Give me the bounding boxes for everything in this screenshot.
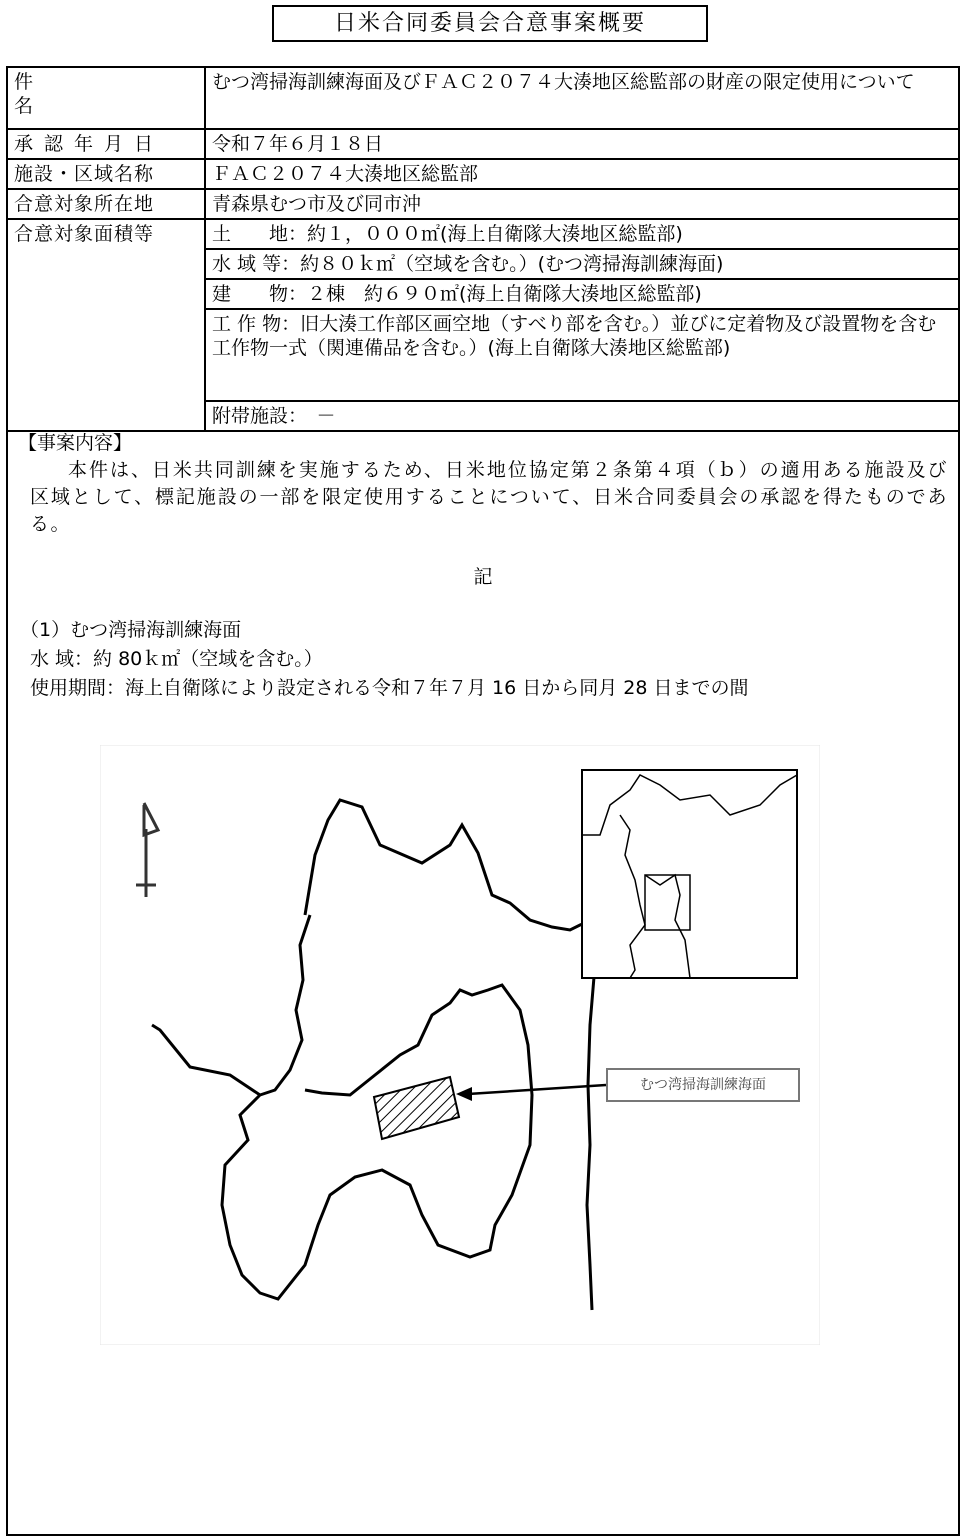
facility-value: ＦＡＣ２０７４大湊地区総監部	[205, 159, 959, 189]
subject-label-text: 件名	[14, 71, 156, 117]
facility-label: 施設・区域名称	[7, 159, 205, 189]
table-row	[7, 219, 959, 249]
area-building: 建 物：２棟 約６９０㎡(海上自衛隊大湊地区総監部)	[205, 279, 959, 309]
location-map	[100, 745, 820, 1345]
location-value: 青森県むつ市及び同市沖	[205, 189, 959, 219]
area-land: 土 地：約１，０００㎡(海上自衛隊大湊地区総監部)	[205, 219, 959, 249]
page-title: 日米合同委員会合意事案概要	[272, 5, 708, 42]
item-period: 使用期間：海上自衛隊により設定される令和７年７月 16 日から同月 28 日までの間	[30, 677, 749, 699]
table-row	[7, 129, 959, 159]
content-body: 本件は、日米共同訓練を実施するため、日米地位協定第２条第４項（ｂ）の適用ある施設及び区域として、標記施設の一部を限定使用することについて、日米合同委員会の承認を得たものである。	[30, 459, 948, 535]
approval-label: 承認年月日	[7, 129, 205, 159]
map-label: むつ湾掃海訓練海面	[606, 1068, 800, 1102]
area-label: 合意対象面積等	[7, 219, 205, 431]
area-structure: 工 作 物：旧大湊工作部区画空地（すべり部を含む。）並びに定着物及び設置物を含む工作物一式（関連備品を含む。）(海上自衛隊大湊地区総監部)	[205, 309, 959, 401]
location-label: 合意対象所在地	[7, 189, 205, 219]
ki-marker: 記	[473, 566, 493, 588]
subject-value: むつ湾掃海訓練海面及びＦＡＣ２０７４大湊地区総監部の財産の限定使用について	[205, 67, 959, 129]
summary-table	[6, 66, 960, 432]
inset-map	[582, 770, 797, 978]
subject-label	[7, 67, 205, 129]
table-row	[7, 189, 959, 219]
item-water: 水 域：約 80ｋ㎡（空域を含む。）	[30, 648, 323, 670]
table-row	[7, 67, 959, 129]
content-heading: 【事案内容】	[18, 432, 133, 454]
content-section	[18, 430, 948, 538]
item-title: （1）むつ湾掃海訓練海面	[20, 619, 242, 641]
area-ancillary: 附帯施設： －	[205, 401, 959, 431]
approval-value: 令和７年６月１８日	[205, 129, 959, 159]
table-row	[7, 159, 959, 189]
area-water: 水 域 等：約８０ｋ㎡（空域を含む。）(むつ湾掃海訓練海面)	[205, 249, 959, 279]
